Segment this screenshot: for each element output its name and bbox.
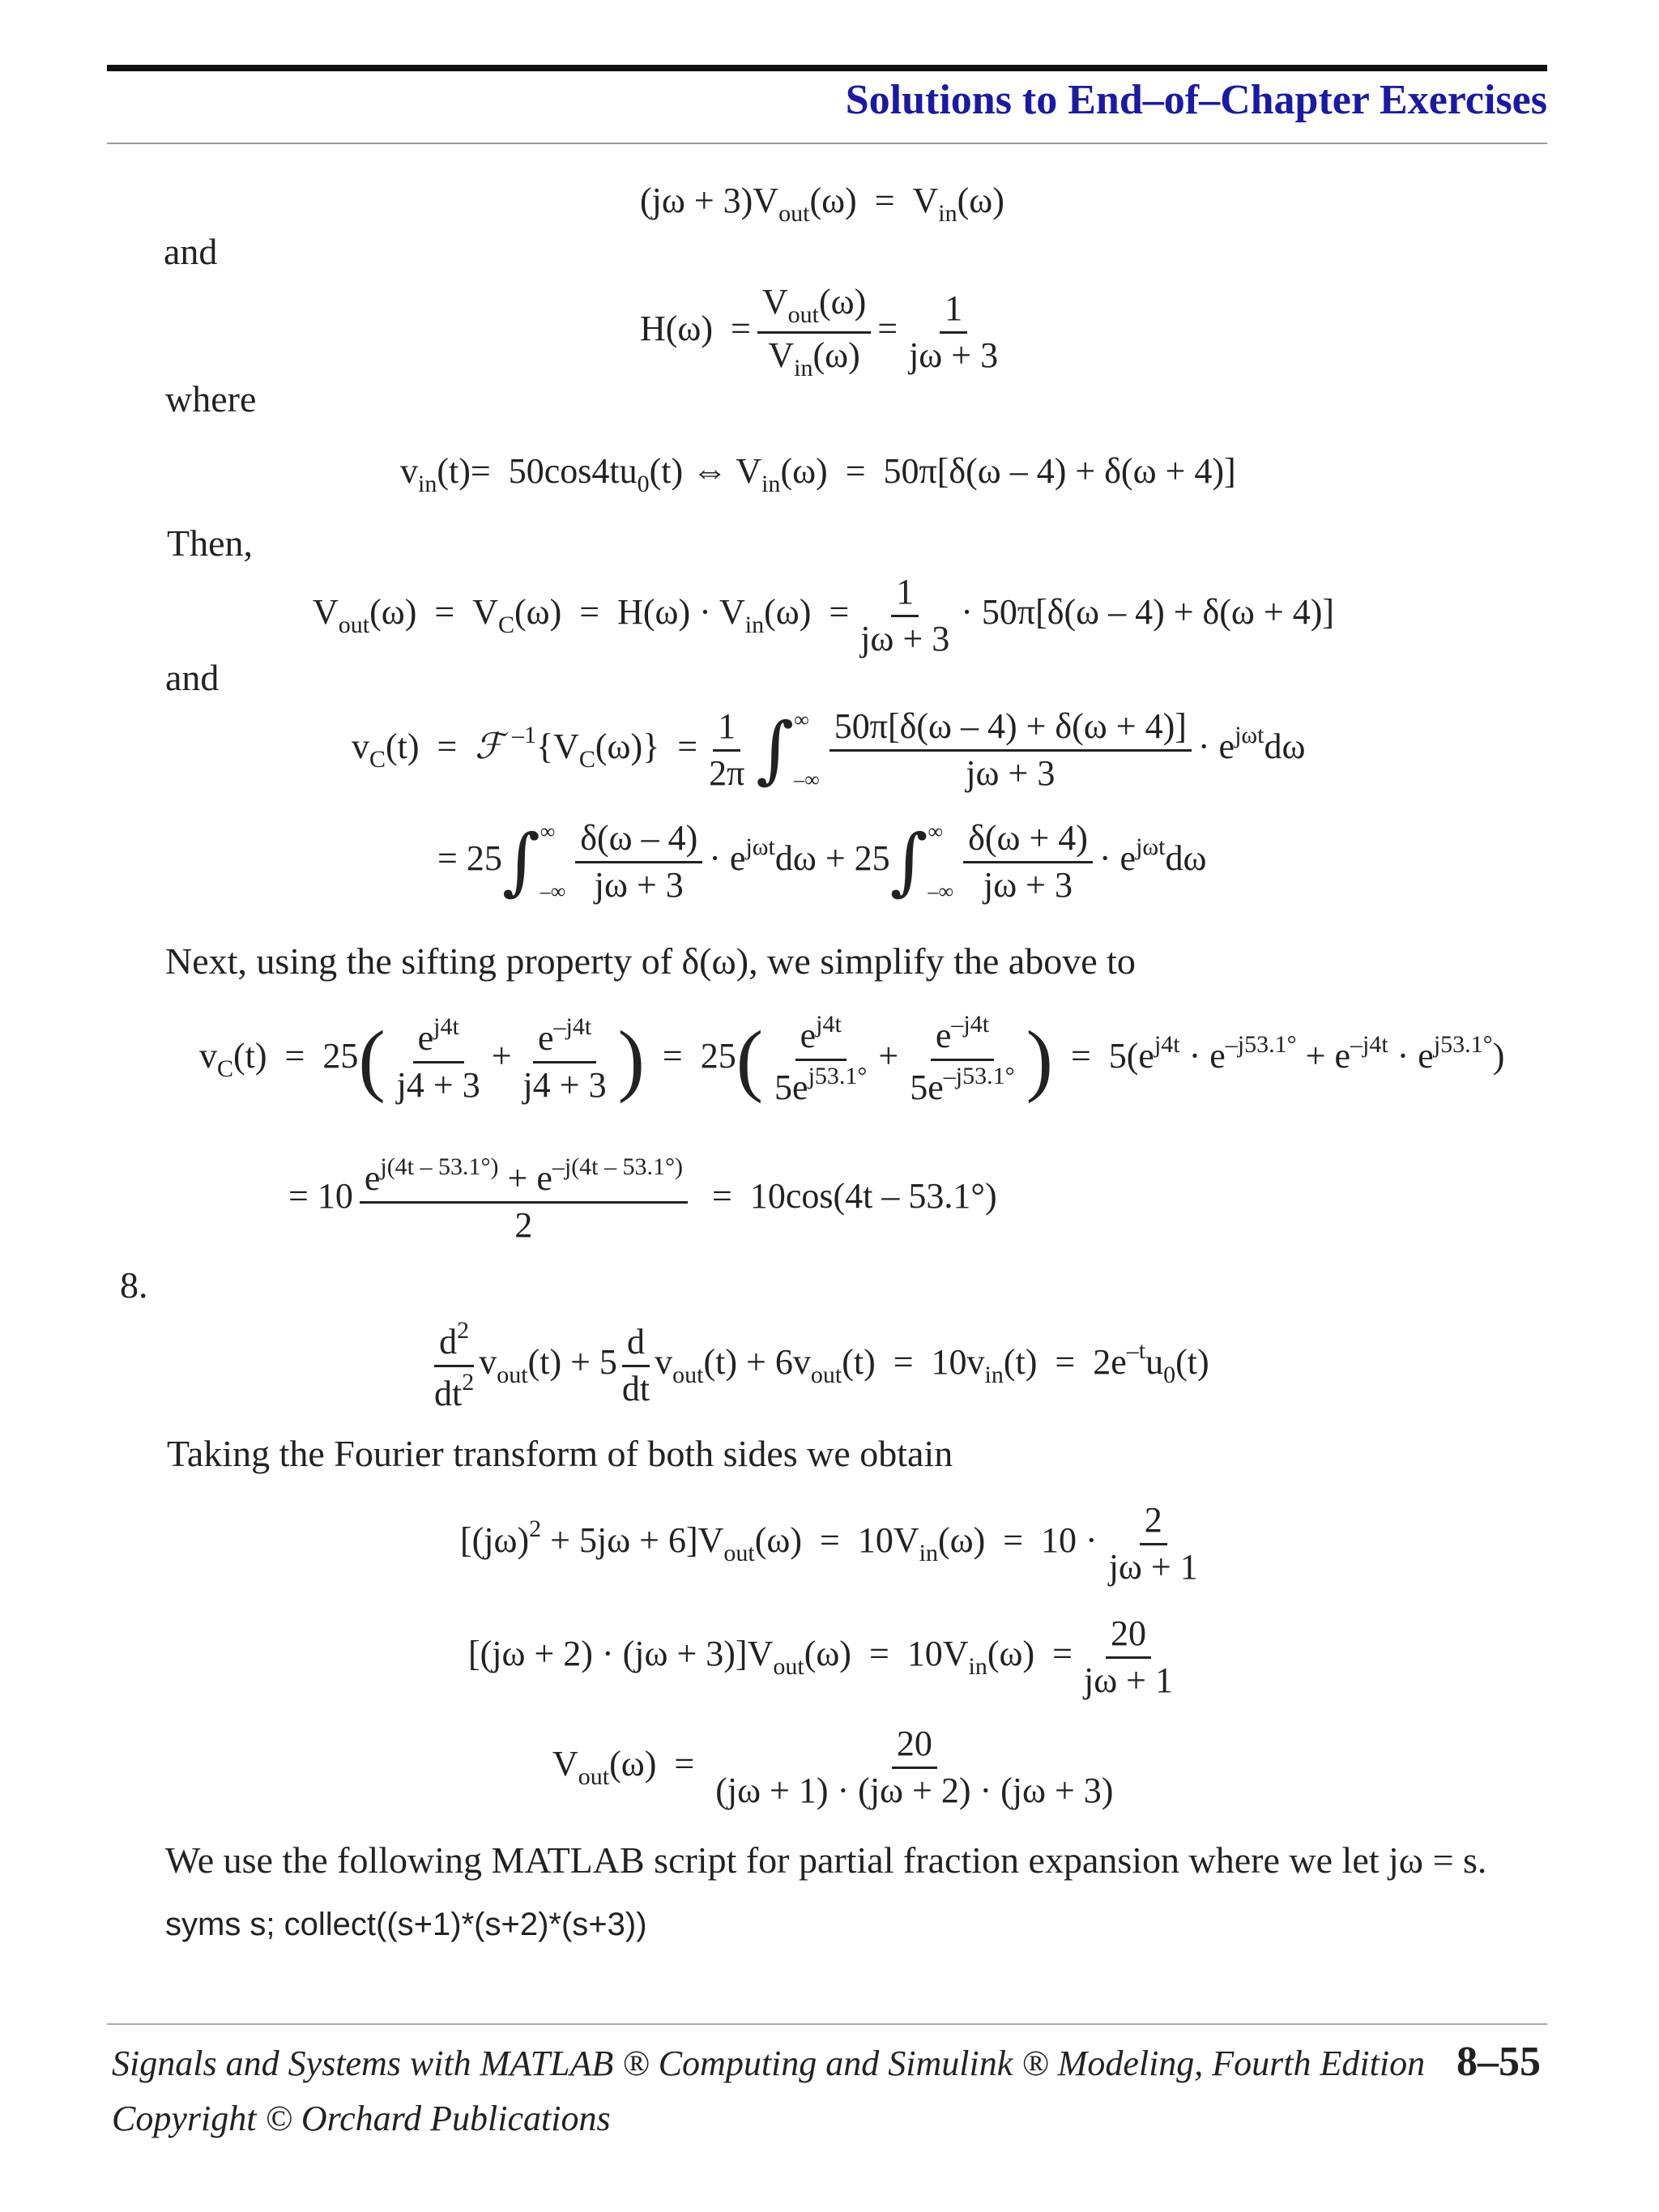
equation-transfer: $(j\omega + 3)V_{out}(\omega) = V_{in}(\omega)$ bbox=[640, 181, 1004, 227]
matlab-code: syms s; collect((s+1)*(s+2)*(s+3)) bbox=[165, 1907, 647, 1942]
text-next: Next, using the sifting property of δ(ω), we simplify the above to bbox=[165, 940, 1136, 982]
equation-fourier-1: $[(j\omega)^2 + 5j\omega + 6]V_{out}(\omega) = 10V_{in}(\omega) = 10$ · $\frac{2}{j\omega + 1}$ bbox=[460, 1500, 1198, 1587]
equation-vc-simplify: $v_C(t) = 25$( $\frac{e^{j4t}}{j4 + 3}$ + $\frac{e^{-j4t}}{j4 + 3}$ ) = 25( $\frac{e^{j4t}}{5e^{j53.1^\circ}}$ + $\frac{e^{-j4t}}{5e^{-j53.1^\circ}}$ ) = $5(e^{j4t} \cdot e^{-j53.1^\circ} + e^{-j4t} \cdot e^{j53.1^\circ})$ bbox=[199, 1011, 1505, 1107]
equation-vc-cos: = 10 $\frac{e^{j(4t - 53.1^\circ)} + e^{-j(4t - 53.1^\circ)}}{2}$ = 10cos(4t – 53.1°) bbox=[288, 1153, 997, 1245]
footer-copyright: Copyright © Orchard Publications bbox=[112, 2099, 611, 2138]
header-rule bbox=[107, 65, 1547, 71]
header-divider bbox=[107, 143, 1547, 144]
text-where: where bbox=[165, 378, 257, 420]
footer-divider bbox=[107, 2023, 1547, 2025]
equation-vout-final: $V_{out}(\omega)$ = $\frac{20}{(j\omega + 1) \cdot (j\omega + 2) \cdot (j\omega + 3)}$ bbox=[552, 1724, 1114, 1810]
page-header-title: Solutions to End–of–Chapter Exercises bbox=[845, 77, 1547, 123]
page-number: 8–55 bbox=[1456, 2039, 1541, 2085]
exercise-number-8: 8. bbox=[120, 1264, 148, 1306]
equation-vin: $v_{in}(t)= 50\cos 4tu_0(t)$ ⇔ $V_{in}(\omega) = 50\pi[\delta(\omega - 4) + \delta(\omega + 4)]$ bbox=[400, 451, 1236, 497]
equation-differential: $\frac{d^2}{dt^2}$ $v_{out}(t) + 5$ $\frac{d}{dt}$ $v_{out}(t) + 6v_{out}(t) = 10v_{in}(t) = 2e^{-t}u_0(t)$ bbox=[434, 1317, 1209, 1413]
text-then: Then, bbox=[167, 522, 254, 564]
text-taking: Taking the Fourier transform of both sides we obtain bbox=[167, 1433, 953, 1474]
text-and-1: and bbox=[164, 231, 218, 272]
text-and-2: and bbox=[165, 657, 220, 698]
equation-fourier-2: $[(j\omega + 2) \cdot (j\omega + 3)]V_{out}(\omega) = 10V_{in}(\omega)$ = $\frac{20}{j\omega + 1}$ bbox=[468, 1613, 1173, 1700]
equation-vc-split: = 25∫ ∞ –∞ $\frac{\delta(\omega - 4)}{j\omega + 3}$ · $e^{j\omega t}d\omega + 25\int$ ∞ –∞ $\frac{\delta(\omega + 4)}{j\omega + 3}$ · $e^{j\omega t}d\omega$ bbox=[437, 818, 1207, 905]
equation-vc-inverse: $v_C(t)$ = ℱ $^{-1}\{V_C(\omega)\}$ = $\frac{1}{2\pi}$ ∫ ∞ –∞ $\frac{50\pi[\delta(\omega - 4) + \delta(\omega + 4)]}{j\omega + 3}$ · $e^{j\omega t}d\omega$ bbox=[352, 706, 1306, 793]
equation-vout: $V_{out}(\omega) = V_C(\omega) = H(\omega) \cdot V_{in}(\omega)$ = $\frac{1}{j\omega + 3}$ · 50π[δ(ω – 4) + δ(ω + 4)] bbox=[313, 572, 1334, 658]
equation-h-omega: H(ω) = $\frac{V_{out}(\omega)}{V_{in}(\omega)}$ = $\frac{1}{j\omega + 3}$ bbox=[640, 282, 999, 381]
footer-book-title: Signals and Systems with MATLAB ® Computing and Simulink ® Modeling, Fourth Edition bbox=[112, 2044, 1426, 2083]
text-matlab-intro: We use the following MATLAB script for partial fraction expansion where we let jω = s. bbox=[165, 1839, 1487, 1881]
